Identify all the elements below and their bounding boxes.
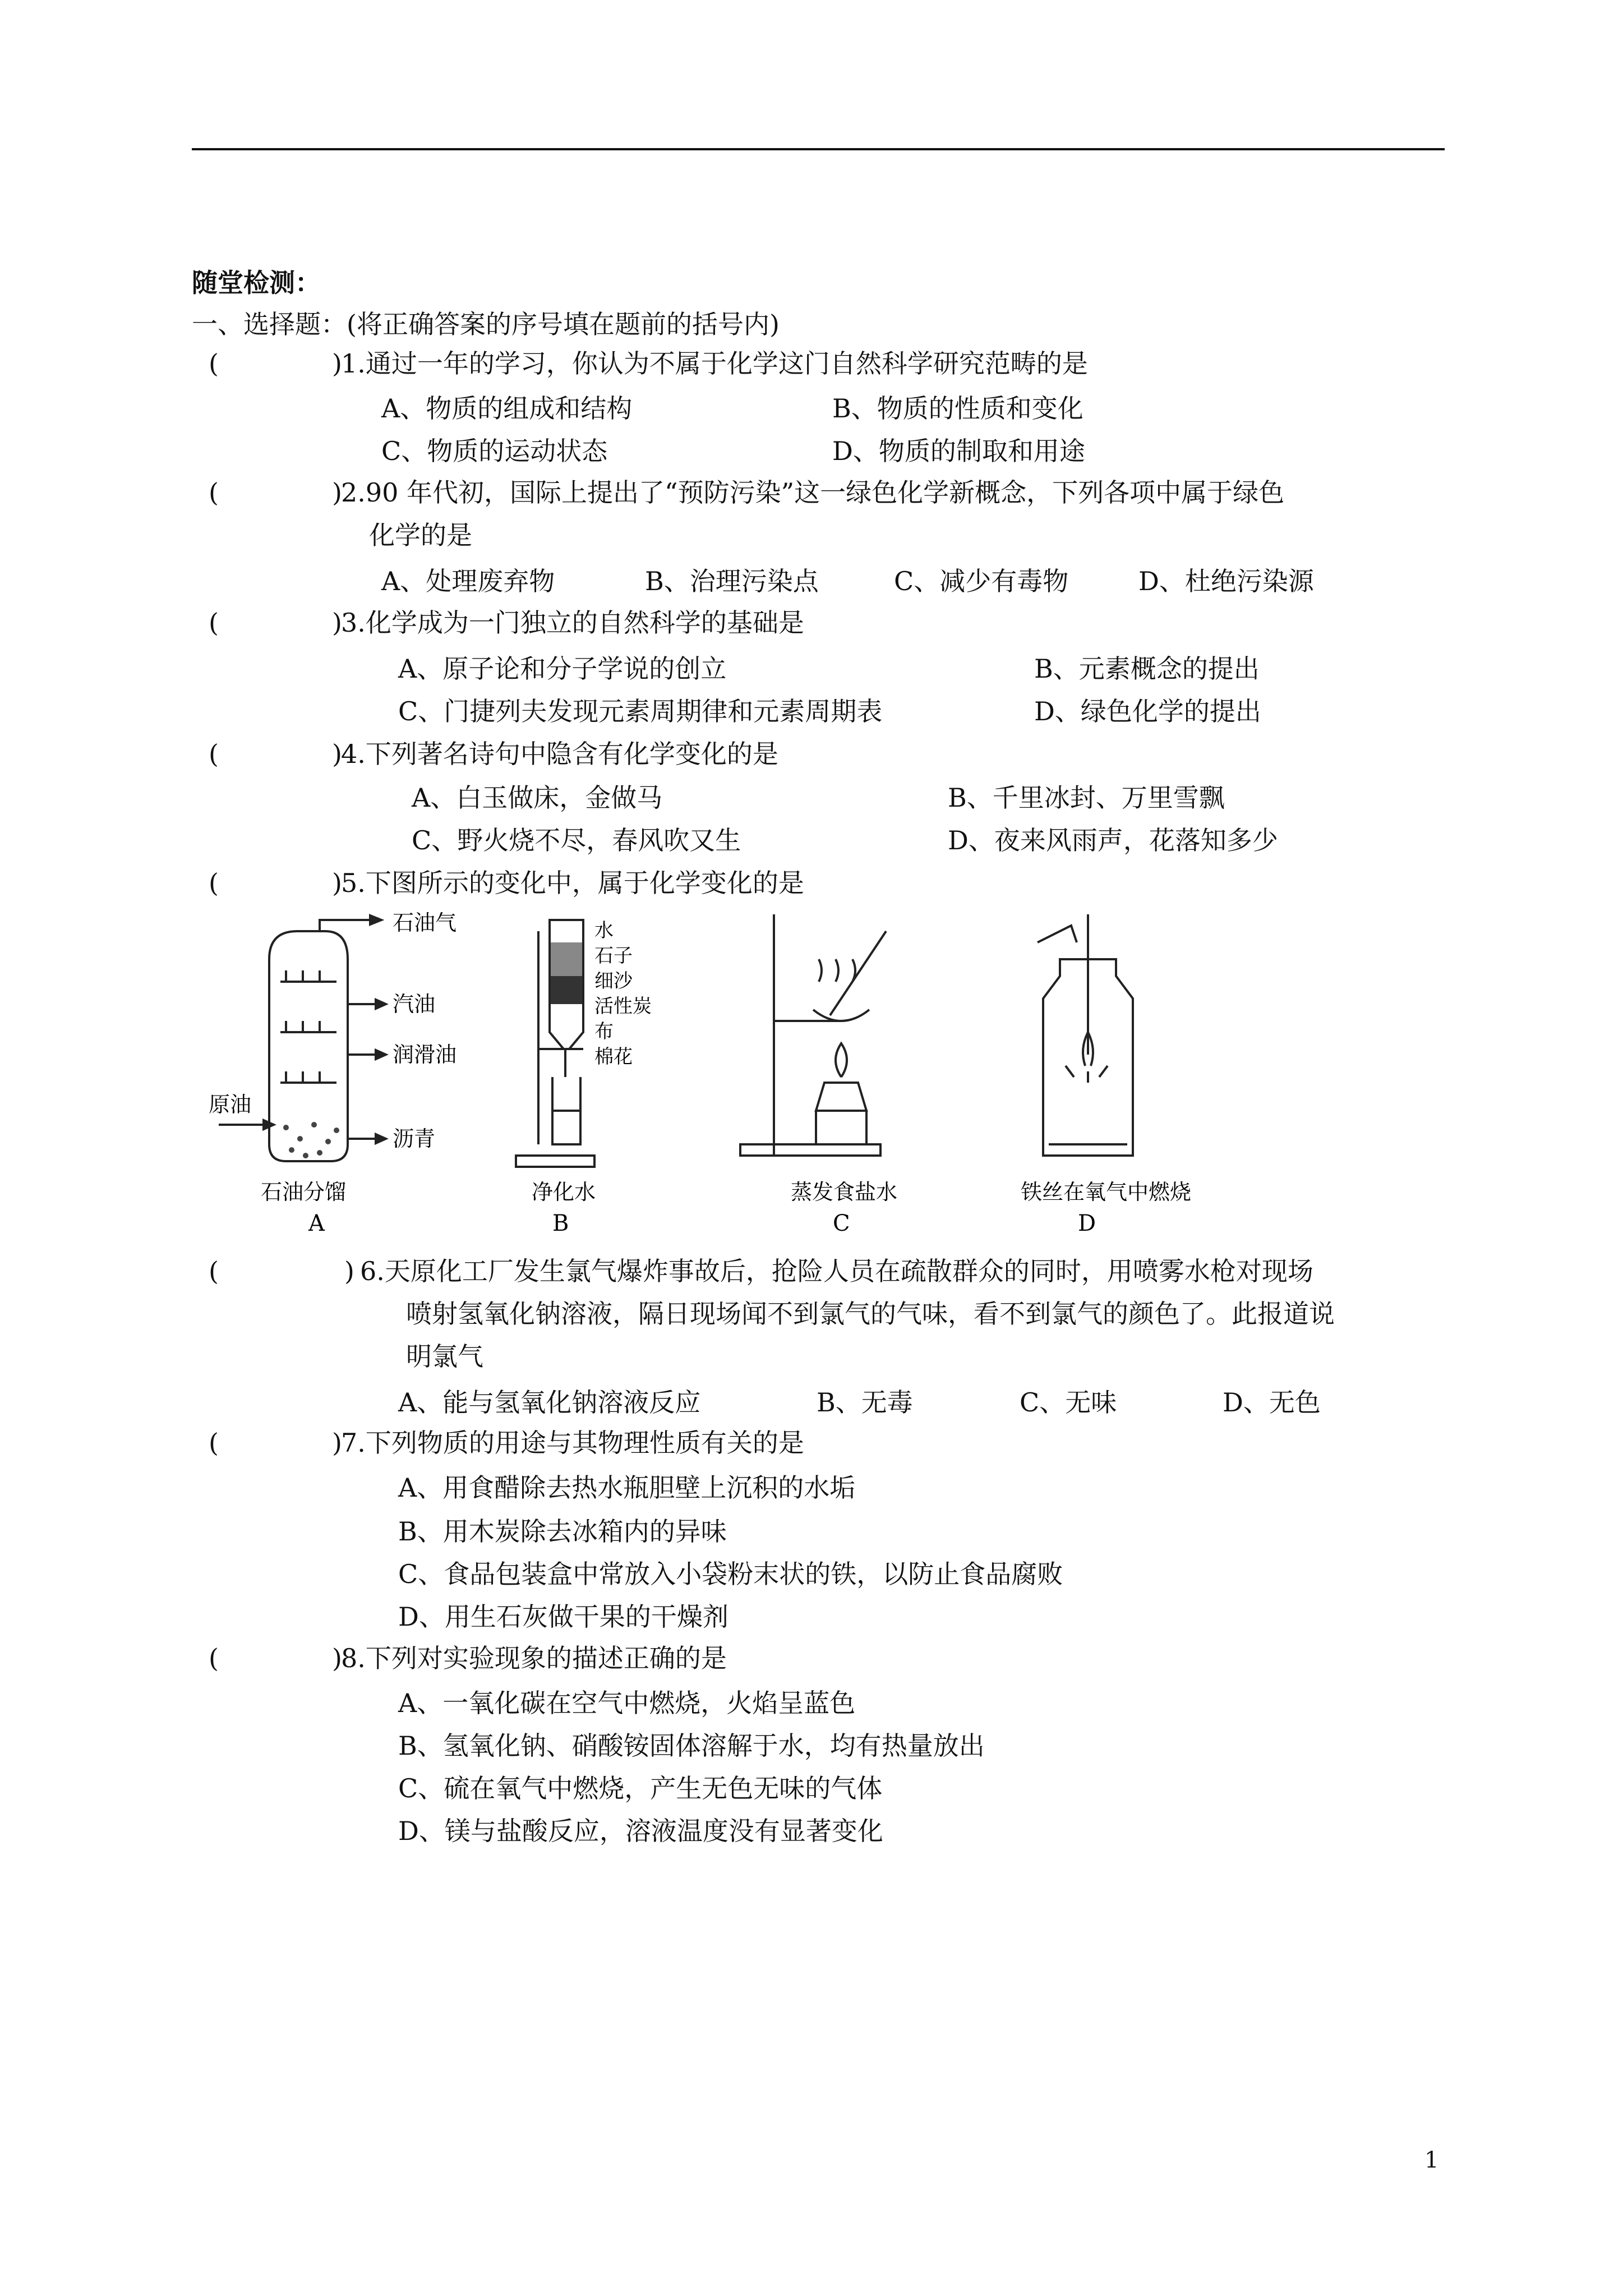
answer-paren-open: ( <box>209 1256 219 1286</box>
water-purifier-diagram <box>516 920 594 1167</box>
option: D、镁与盐酸反应，溶液温度没有显著变化 <box>398 1816 883 1846</box>
answer-paren-open: ( <box>209 348 219 379</box>
answer-paren-open: ( <box>209 477 219 508</box>
option: C、硫在氧气中燃烧，产生无色无味的气体 <box>398 1773 883 1803</box>
option: A、用食醋除去热水瓶胆壁上沉积的水垢 <box>398 1473 856 1503</box>
question-stem-continued: 喷射氢氧化钠溶液，隔日现场闻不到氯气的气味，看不到氯气的颜色了。此报道说 <box>406 1299 1335 1329</box>
question-stem: 1.通过一年的学习，你认为不属于化学这门自然科学研究范畴的是 <box>341 348 1088 379</box>
label-asphalt: 沥青 <box>393 1126 436 1151</box>
question-stem-continued: 化学的是 <box>369 520 472 550</box>
option: C、无味 <box>1020 1387 1117 1418</box>
letter-d: D <box>1078 1211 1096 1236</box>
option: D、无色 <box>1223 1387 1321 1418</box>
question-stem: 5.下图所示的变化中，属于化学变化的是 <box>341 868 804 898</box>
quiz-heading: 随堂检测： <box>192 268 321 298</box>
answer-paren-close: ) <box>332 477 342 508</box>
option: B、物质的性质和变化 <box>832 393 1083 424</box>
answer-paren-close: ) <box>332 1428 342 1458</box>
letter-a: A <box>308 1211 325 1236</box>
question-stem: 6.天原化工厂发生氯气爆炸事故后，抢险人员在疏散群众的同时，用喷雾水枪对现场 <box>360 1256 1313 1286</box>
label-crude-oil: 原油 <box>209 1092 252 1117</box>
label-petroleum-gas: 石油气 <box>393 910 457 935</box>
option: B、元素概念的提出 <box>1034 654 1260 684</box>
option: C、门捷列夫发现元素周期律和元素周期表 <box>398 696 883 726</box>
option: C、野火烧不尽，春风吹又生 <box>412 825 741 855</box>
letter-c: C <box>833 1211 850 1236</box>
label-water: 水 <box>594 919 614 942</box>
iron-combustion-diagram <box>1038 914 1133 1156</box>
purifier-labels <box>594 919 652 1068</box>
answer-paren-close: ) <box>332 739 342 769</box>
caption-d: 铁丝在氧气中燃烧 <box>1021 1180 1192 1204</box>
option: D、夜来风雨声，花落知多少 <box>948 825 1278 855</box>
question-stem-continued-2: 明氯气 <box>406 1341 483 1372</box>
answer-paren-open: ( <box>209 868 219 898</box>
letter-b: B <box>552 1211 569 1236</box>
option: C、食品包装盒中常放入小袋粉末状的铁，以防止食品腐败 <box>398 1559 1063 1589</box>
answer-paren-open: ( <box>209 1428 219 1458</box>
answer-paren-close: ) <box>332 608 342 638</box>
option: B、治理污染点 <box>645 566 819 596</box>
option: C、减少有毒物 <box>894 566 1069 596</box>
header-rule <box>192 148 1445 150</box>
answer-paren-open: ( <box>209 739 219 769</box>
option: D、物质的制取和用途 <box>832 436 1085 466</box>
label-stones: 石子 <box>594 945 633 967</box>
label-fine-sand: 细沙 <box>594 970 633 992</box>
option: B、用木炭除去冰箱内的异味 <box>398 1516 727 1547</box>
answer-paren-open: ( <box>209 608 219 638</box>
label-lubricant: 润滑油 <box>393 1042 457 1067</box>
answer-paren-close: ) <box>332 1643 342 1673</box>
option: A、处理废弃物 <box>381 566 555 596</box>
question-stem: 3.化学成为一门独立的自然科学的基础是 <box>341 608 804 638</box>
label-cotton: 棉花 <box>594 1046 633 1068</box>
question-stem: 2.90 年代初，国际上提出了“预防污染”这一绿色化学新概念，下列各项中属于绿色 <box>341 477 1285 508</box>
answer-paren-close: ) <box>332 348 342 379</box>
caption-a: 石油分馏 <box>261 1180 347 1204</box>
label-cloth: 布 <box>594 1020 614 1043</box>
option: D、杜绝污染源 <box>1138 566 1314 596</box>
apparatus-figure <box>202 909 1206 1240</box>
caption-c: 蒸发食盐水 <box>791 1180 898 1204</box>
page-number: 1 <box>1424 2147 1439 2173</box>
answer-paren-close: ) <box>344 1256 354 1286</box>
evaporation-diagram <box>740 914 886 1156</box>
question-stem: 4.下列著名诗句中隐含有化学变化的是 <box>341 739 778 769</box>
option: A、能与氢氧化钠溶液反应 <box>398 1387 701 1418</box>
option: B、千里冰封、万里雪飘 <box>948 783 1225 813</box>
section-title: 一、选择题：(将正确答案的序号填在题前的括号内) <box>192 309 780 339</box>
option: B、无毒 <box>817 1387 913 1418</box>
answer-paren-close: ) <box>332 868 342 898</box>
option: D、用生石灰做干果的干燥剂 <box>398 1602 728 1632</box>
option: A、物质的组成和结构 <box>381 393 633 424</box>
caption-b: 净化水 <box>532 1180 596 1204</box>
option: C、物质的运动状态 <box>381 436 608 466</box>
option: A、一氧化碳在空气中燃烧，火焰呈蓝色 <box>398 1688 856 1718</box>
option: B、氢氧化钠、硝酸铵固体溶解于水，均有热量放出 <box>398 1731 985 1761</box>
option: D、绿色化学的提出 <box>1034 696 1261 726</box>
label-activated-carbon: 活性炭 <box>594 995 652 1018</box>
option: A、原子论和分子学说的创立 <box>398 654 727 684</box>
label-gasoline: 汽油 <box>393 992 436 1016</box>
answer-paren-open: ( <box>209 1643 219 1673</box>
fractionating-column-diagram <box>219 915 386 1161</box>
question-stem: 7.下列物质的用途与其物理性质有关的是 <box>341 1428 804 1458</box>
question-stem: 8.下列对实验现象的描述正确的是 <box>341 1643 727 1673</box>
option: A、白玉做床，金做马 <box>412 783 663 813</box>
crude-oil-dots <box>283 1122 339 1158</box>
